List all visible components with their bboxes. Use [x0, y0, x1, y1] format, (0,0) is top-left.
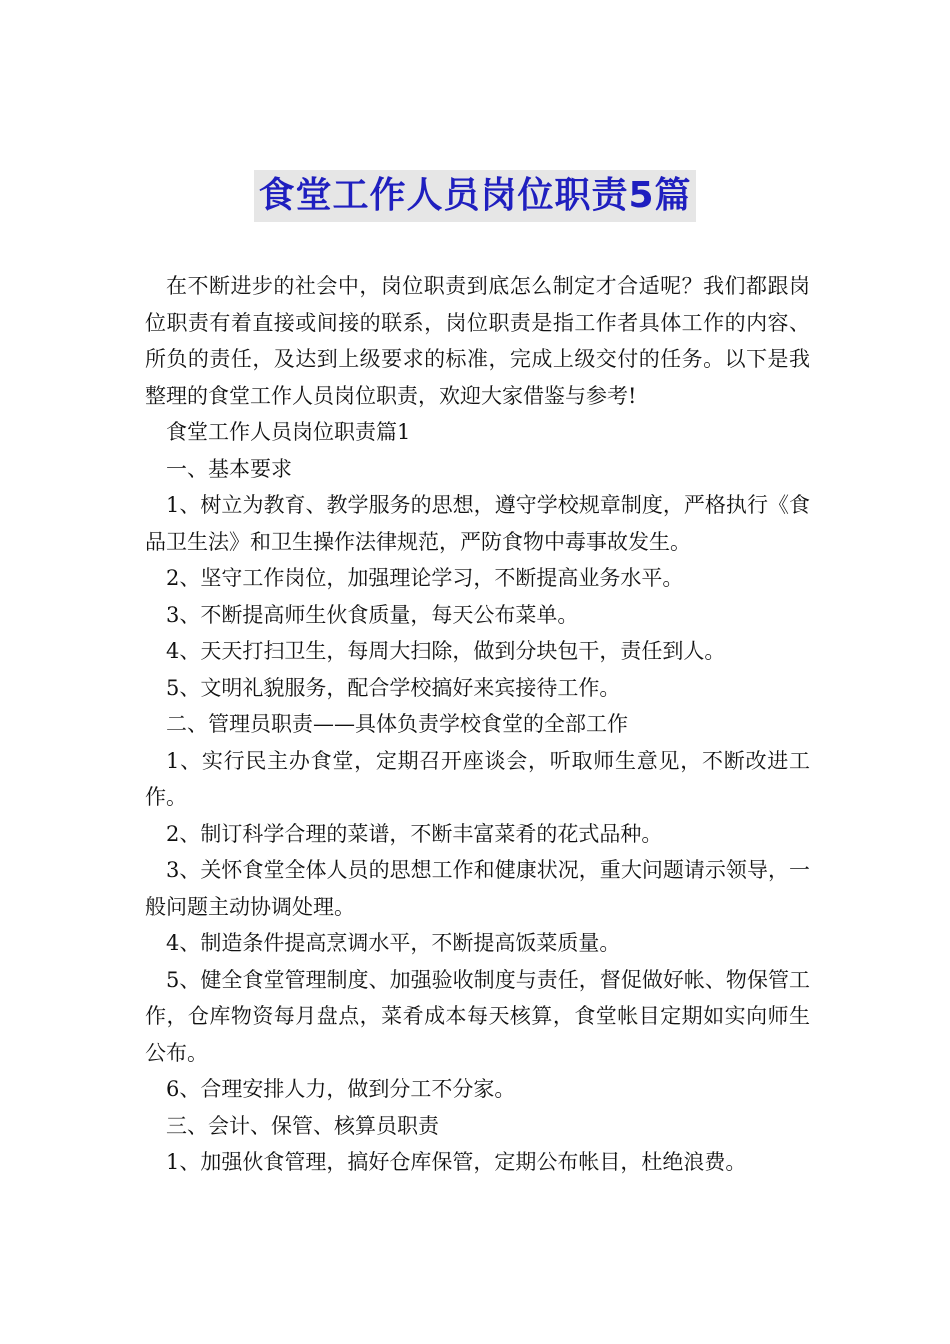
list-item: 1、树立为教育、教学服务的思想，遵守学校规章制度，严格执行《食品卫生法》和卫生操作法律规范，严防食物中毒事故发生。	[145, 493, 810, 554]
list-item: 4、制造条件提高烹调水平，不断提高饭菜质量。	[166, 931, 621, 955]
document-body	[145, 268, 810, 1181]
list-item: 5、健全食堂管理制度、加强验收制度与责任，督促做好帐、物保管工作，仓库物资每月盘点，菜肴成本每天核算，食堂帐目定期如实向师生公布。	[145, 967, 810, 1065]
list-item: 3、关怀食堂全体人员的思想工作和健康状况，重大问题请示领导，一般问题主动协调处理。	[145, 858, 810, 919]
title-container	[0, 170, 950, 222]
subsection-heading: 一、基本要求	[166, 456, 292, 481]
list-item: 1、实行民主办食堂，定期召开座谈会，听取师生意见，不断改进工作。	[145, 748, 810, 809]
list-item: 3、不断提高师生伙食质量，每天公布菜单。	[166, 602, 579, 627]
list-item: 4、天天打扫卫生，每周大扫除，做到分块包干，责任到人。	[166, 639, 726, 663]
list-item: 1、加强伙食管理，搞好仓库保管，定期公布帐目，杜绝浪费。	[166, 1150, 747, 1174]
subsection-heading: 二、管理员职责——具体负责学校食堂的全部工作	[166, 712, 628, 736]
list-item: 6、合理安排人力，做到分工不分家。	[166, 1077, 516, 1101]
document-title: 食堂工作人员岗位职责5篇	[254, 170, 695, 222]
list-item: 2、坚守工作岗位，加强理论学习，不断提高业务水平。	[166, 566, 684, 590]
subsection-heading: 三、会计、保管、核算员职责	[166, 1113, 439, 1138]
list-item: 2、制订科学合理的菜谱，不断丰富菜肴的花式品种。	[166, 821, 663, 846]
intro-paragraph: 在不断进步的社会中，岗位职责到底怎么制定才合适呢？我们都跟岗位职责有着直接或间接的联系，岗位职责是指工作者具体工作的内容、所负的责任，及达到上级要求的标准，完成上级交付的任务。以下是我整理的食堂工作人员岗位职责，欢迎大家借鉴与参考!	[145, 274, 810, 408]
list-item: 5、文明礼貌服务，配合学校搞好来宾接待工作。	[166, 675, 621, 700]
section-heading: 食堂工作人员岗位职责篇1	[166, 420, 411, 444]
